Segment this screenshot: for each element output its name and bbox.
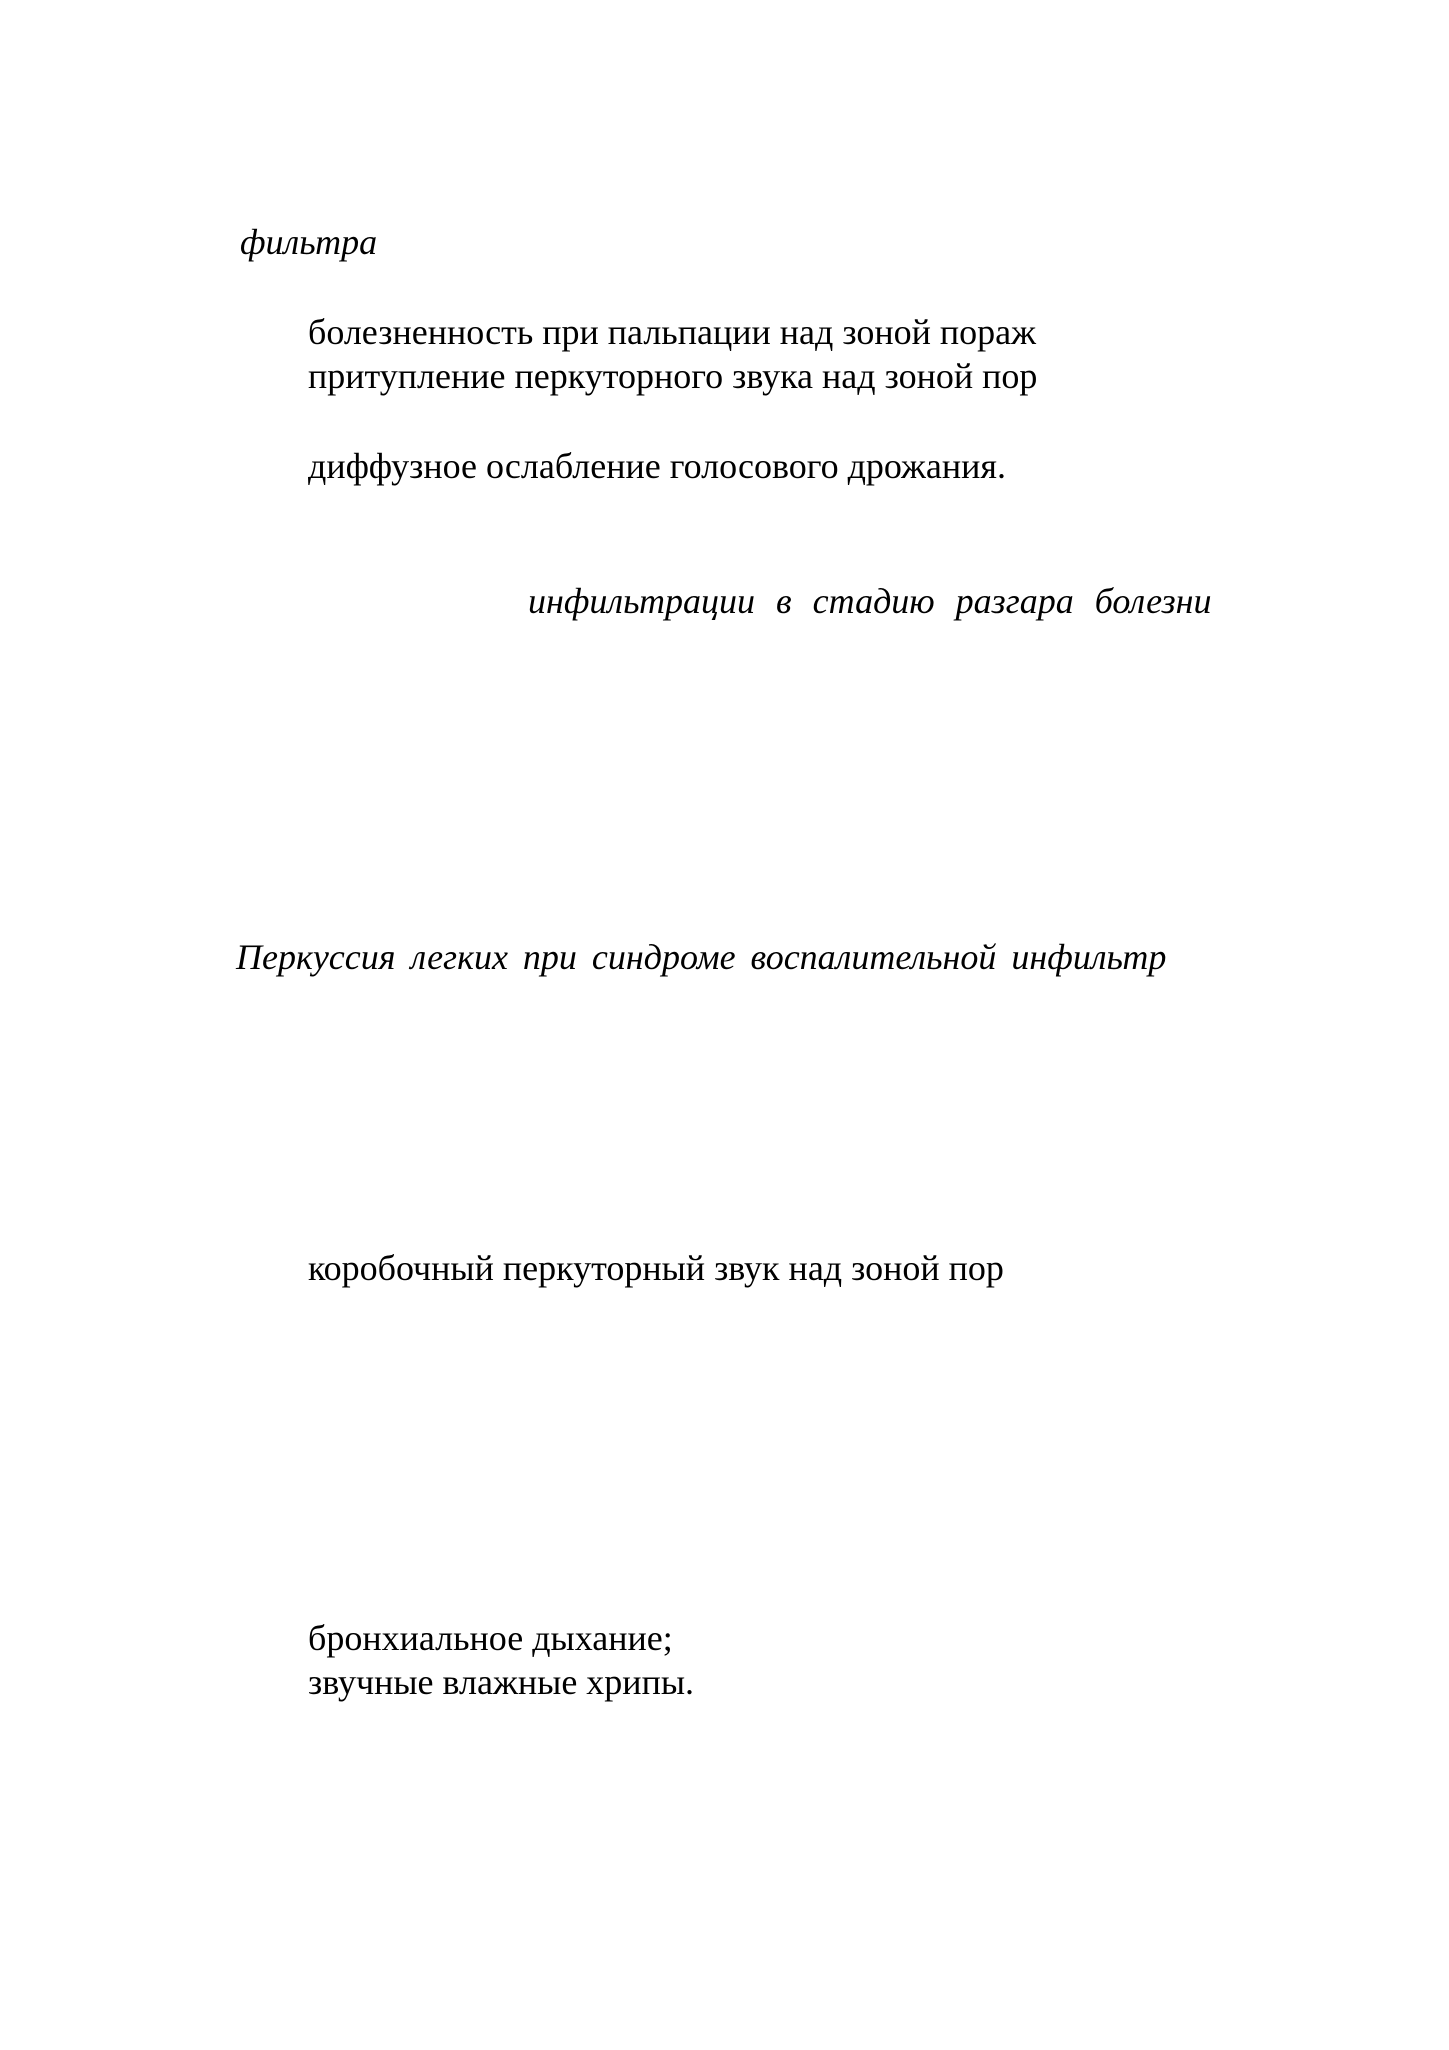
text-line-filtra: фильтра xyxy=(240,222,378,262)
text-line-dull-percussion: притупление перкуторного звука над зоной пор xyxy=(308,356,1038,396)
text-line-box-percussion: коробочный перкуторный звук над зоной пор xyxy=(308,1248,1004,1288)
text-line-vocal-fremitus: диффузное ослабление голосового дрожания. xyxy=(308,446,1006,486)
text-line-pain-palpation: болезненность при пальпации над зоной пораж xyxy=(308,312,1036,352)
text-line-lung-percussion-heading: Перкуссия легких при синдроме воспалительной инфильтр xyxy=(236,937,1167,977)
text-line-bronchial-breathing: бронхиальное дыхание; xyxy=(308,1618,673,1658)
text-line-infiltration-stage: инфильтрации в стадию разгара болезни xyxy=(528,581,1212,621)
text-line-moist-rales: звучные влажные хрипы. xyxy=(308,1662,695,1702)
